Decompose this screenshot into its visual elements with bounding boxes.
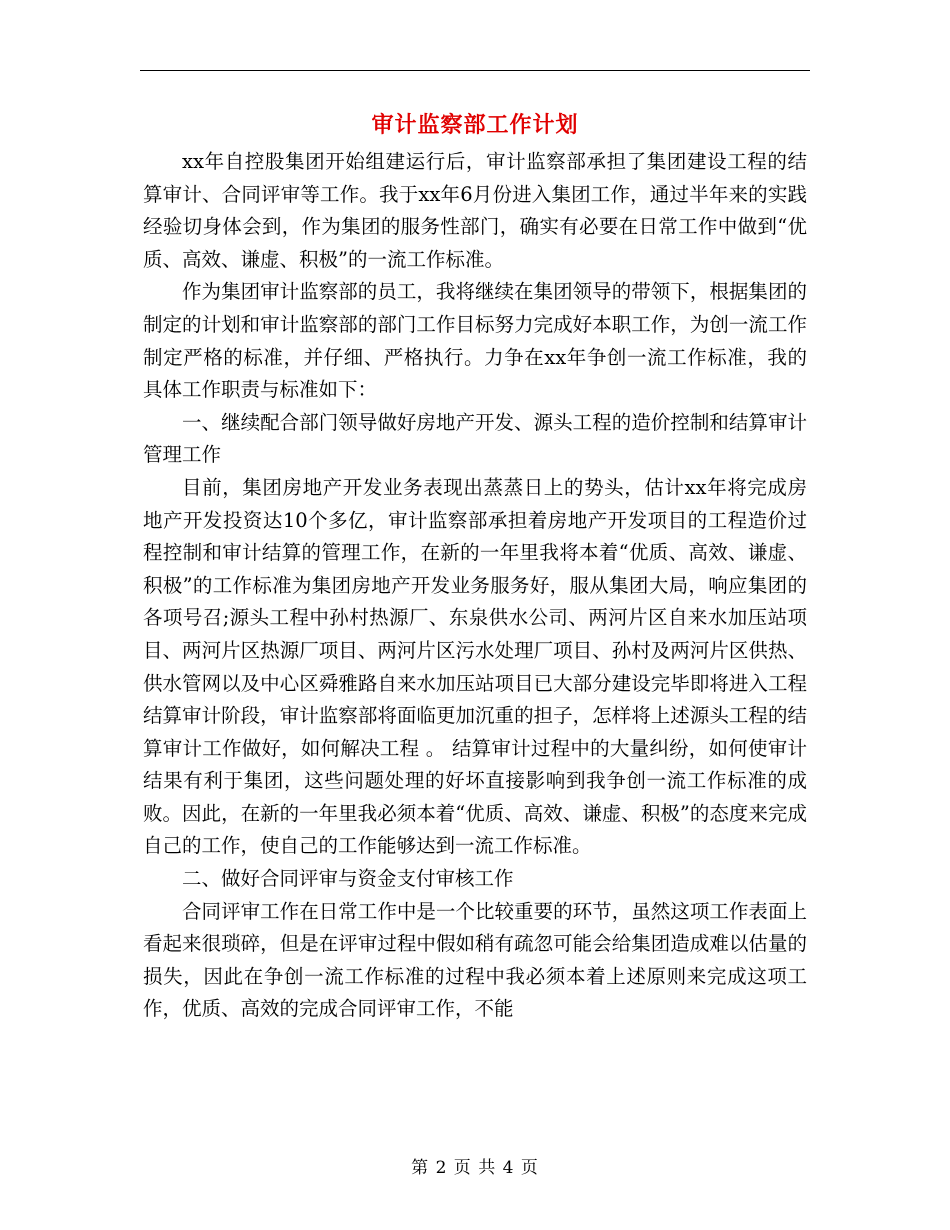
paragraph-intro: xx年自控股集团开始组建运行后，审计监察部承担了集团建设工程的结算审计、合同评审等工作。我于xx年6月份进入集团工作，通过半年来的实践经验切身体会到，作为集团的服务性部门，确实有必要在日常工作中做到“优质、高效、谦虚、积极”的一流工作标准。 bbox=[143, 150, 807, 271]
section-heading-1: 一、继续配合部门领导做好房地产开发、源头工程的造价控制和结算审计管理工作 bbox=[143, 410, 807, 467]
header-rule bbox=[140, 70, 810, 71]
document-body bbox=[143, 146, 807, 1026]
section-heading-2: 二、做好合同评审与资金支付审核工作 bbox=[182, 867, 514, 891]
paragraph-real-estate: 目前，集团房地产开发业务表现出蒸蒸日上的势头，估计xx年将完成房地产开发投资达10个多亿，审计监察部承担着房地产开发项目的工程造价过程控制和审计结算的管理工作，在新的一年里我将本着“优质、高效、谦虚、积极”的工作标准为集团房地产开发业务服务好，服从集团大局，响应集团的各项号召;源头工程中孙村热源厂、东泉供水公司、两河片区自来水加压站项目、两河片区热源厂项目、两河片区污水处理厂项目、孙村及两河片区供热、供水管网以及中心区舜雅路自来水加压站项目已大部分建设完毕即将进入工程结算审计阶段，审计监察部将面临更加沉重的担子，怎样将上述源头工程的结算审计工作做好，如何解决工程 。 结算审计过程中的大量纠纷，如何使审计结果有利于集团，这些问题处理的好坏直接影响到我争创一流工作标准的成败。因此，在新的一年里我必须本着“优质、高效、谦虚、积极”的态度来完成自己的工作，使自己的工作能够达到一流工作标准。 bbox=[143, 475, 807, 858]
paragraph-commitment: 作为集团审计监察部的员工，我将继续在集团领导的带领下，根据集团的制定的计划和审计监察部的部门工作目标努力完成好本职工作，为创一流工作制定严格的标准，并仔细、严格执行。力争在xx年争创一流工作标准，我的具体工作职责与标准如下： bbox=[143, 280, 807, 402]
page-number: 第 2 页 共 4 页 bbox=[411, 1158, 539, 1178]
paragraph-contract-review: 合同评审工作在日常工作中是一个比较重要的环节，虽然这项工作表面上看起来很琐碎，但是在评审过程中假如稍有疏忽可能会给集团造成难以估量的损失，因此在争创一流工作标准的过程中我必须本着上述原则来完成这项工作，优质、高效的完成合同评审工作，不能 bbox=[143, 899, 807, 1021]
document-title: 审计监察部工作计划 bbox=[371, 113, 579, 138]
